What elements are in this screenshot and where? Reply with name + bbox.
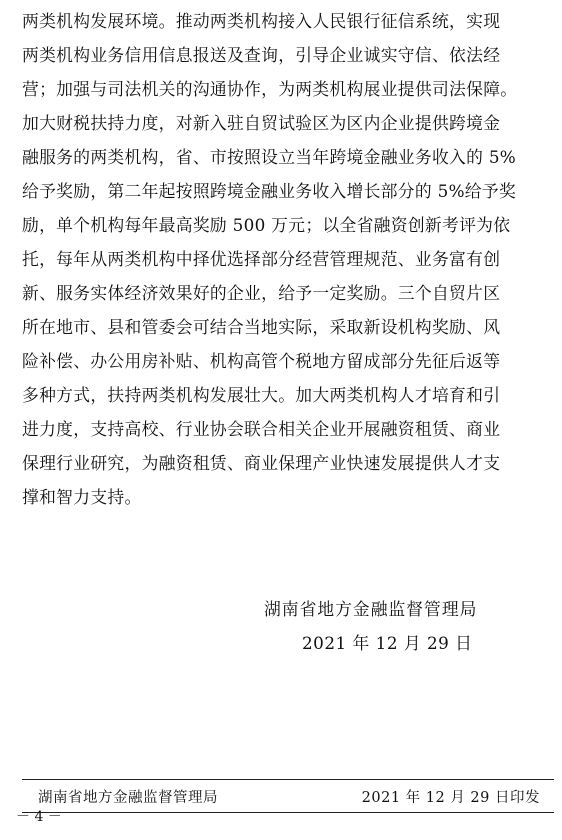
body-line: 撑和智力支持。 bbox=[22, 487, 142, 507]
body-line: 所在地市、县和管委会可结合当地实际，采取新设机构奖励、风 bbox=[22, 317, 501, 337]
body-line: 新、服务实体经济效果好的企业，给予一定奖励。三个自贸片区 bbox=[22, 283, 501, 303]
signature-org: 湖南省地方金融监督管理局 bbox=[264, 599, 478, 619]
body-line: 托，每年从两类机构中择优选择部分经营管理规范、业务富有创 bbox=[22, 249, 501, 269]
body-line: 加大财税扶持力度，对新入驻自贸试验区为区内企业提供跨境金 bbox=[22, 113, 501, 133]
body-line: 融服务的两类机构，省、市按照设立当年跨境金融业务收入的 5% bbox=[22, 147, 517, 167]
body-line: 保理行业研究，为融资租赁、商业保理产业快速发展提供人才支 bbox=[22, 453, 501, 473]
body-line: 两类机构业务信用信息报送及查询，引导企业诚实守信、依法经 bbox=[22, 45, 501, 65]
footer-date: 2021 年 12 月 29 日印发 bbox=[361, 790, 540, 806]
body-line: 给予奖励，第二年起按照跨境金融业务收入增长部分的 5%给予奖 bbox=[22, 181, 517, 201]
footer-rule-top bbox=[22, 779, 554, 780]
body-line: 励，单个机构每年最高奖励 500 万元；以全省融资创新考评为依 bbox=[22, 215, 511, 235]
body-line: 两类机构发展环境。推动两类机构接入人民银行征信系统，实现 bbox=[22, 11, 501, 31]
body-line: 多种方式，扶持两类机构发展壮大。加大两类机构人才培育和引 bbox=[22, 385, 501, 405]
body-line: 进力度，支持高校、行业协会联合相关企业开展融资租赁、商业 bbox=[22, 419, 501, 439]
body-line: 险补偿、办公用房补贴、机构高管个税地方留成部分先征后返等 bbox=[22, 351, 501, 371]
body-text bbox=[22, 4, 554, 514]
page-number: － 4 － bbox=[16, 809, 62, 825]
footer-org: 湖南省地方金融监督管理局 bbox=[38, 790, 218, 806]
signature-date: 2021 年 12 月 29 日 bbox=[302, 633, 473, 653]
body-line: 营；加强与司法机关的沟通协作，为两类机构展业提供司法保障。 bbox=[22, 79, 518, 99]
footer-rule-bottom bbox=[22, 812, 554, 813]
